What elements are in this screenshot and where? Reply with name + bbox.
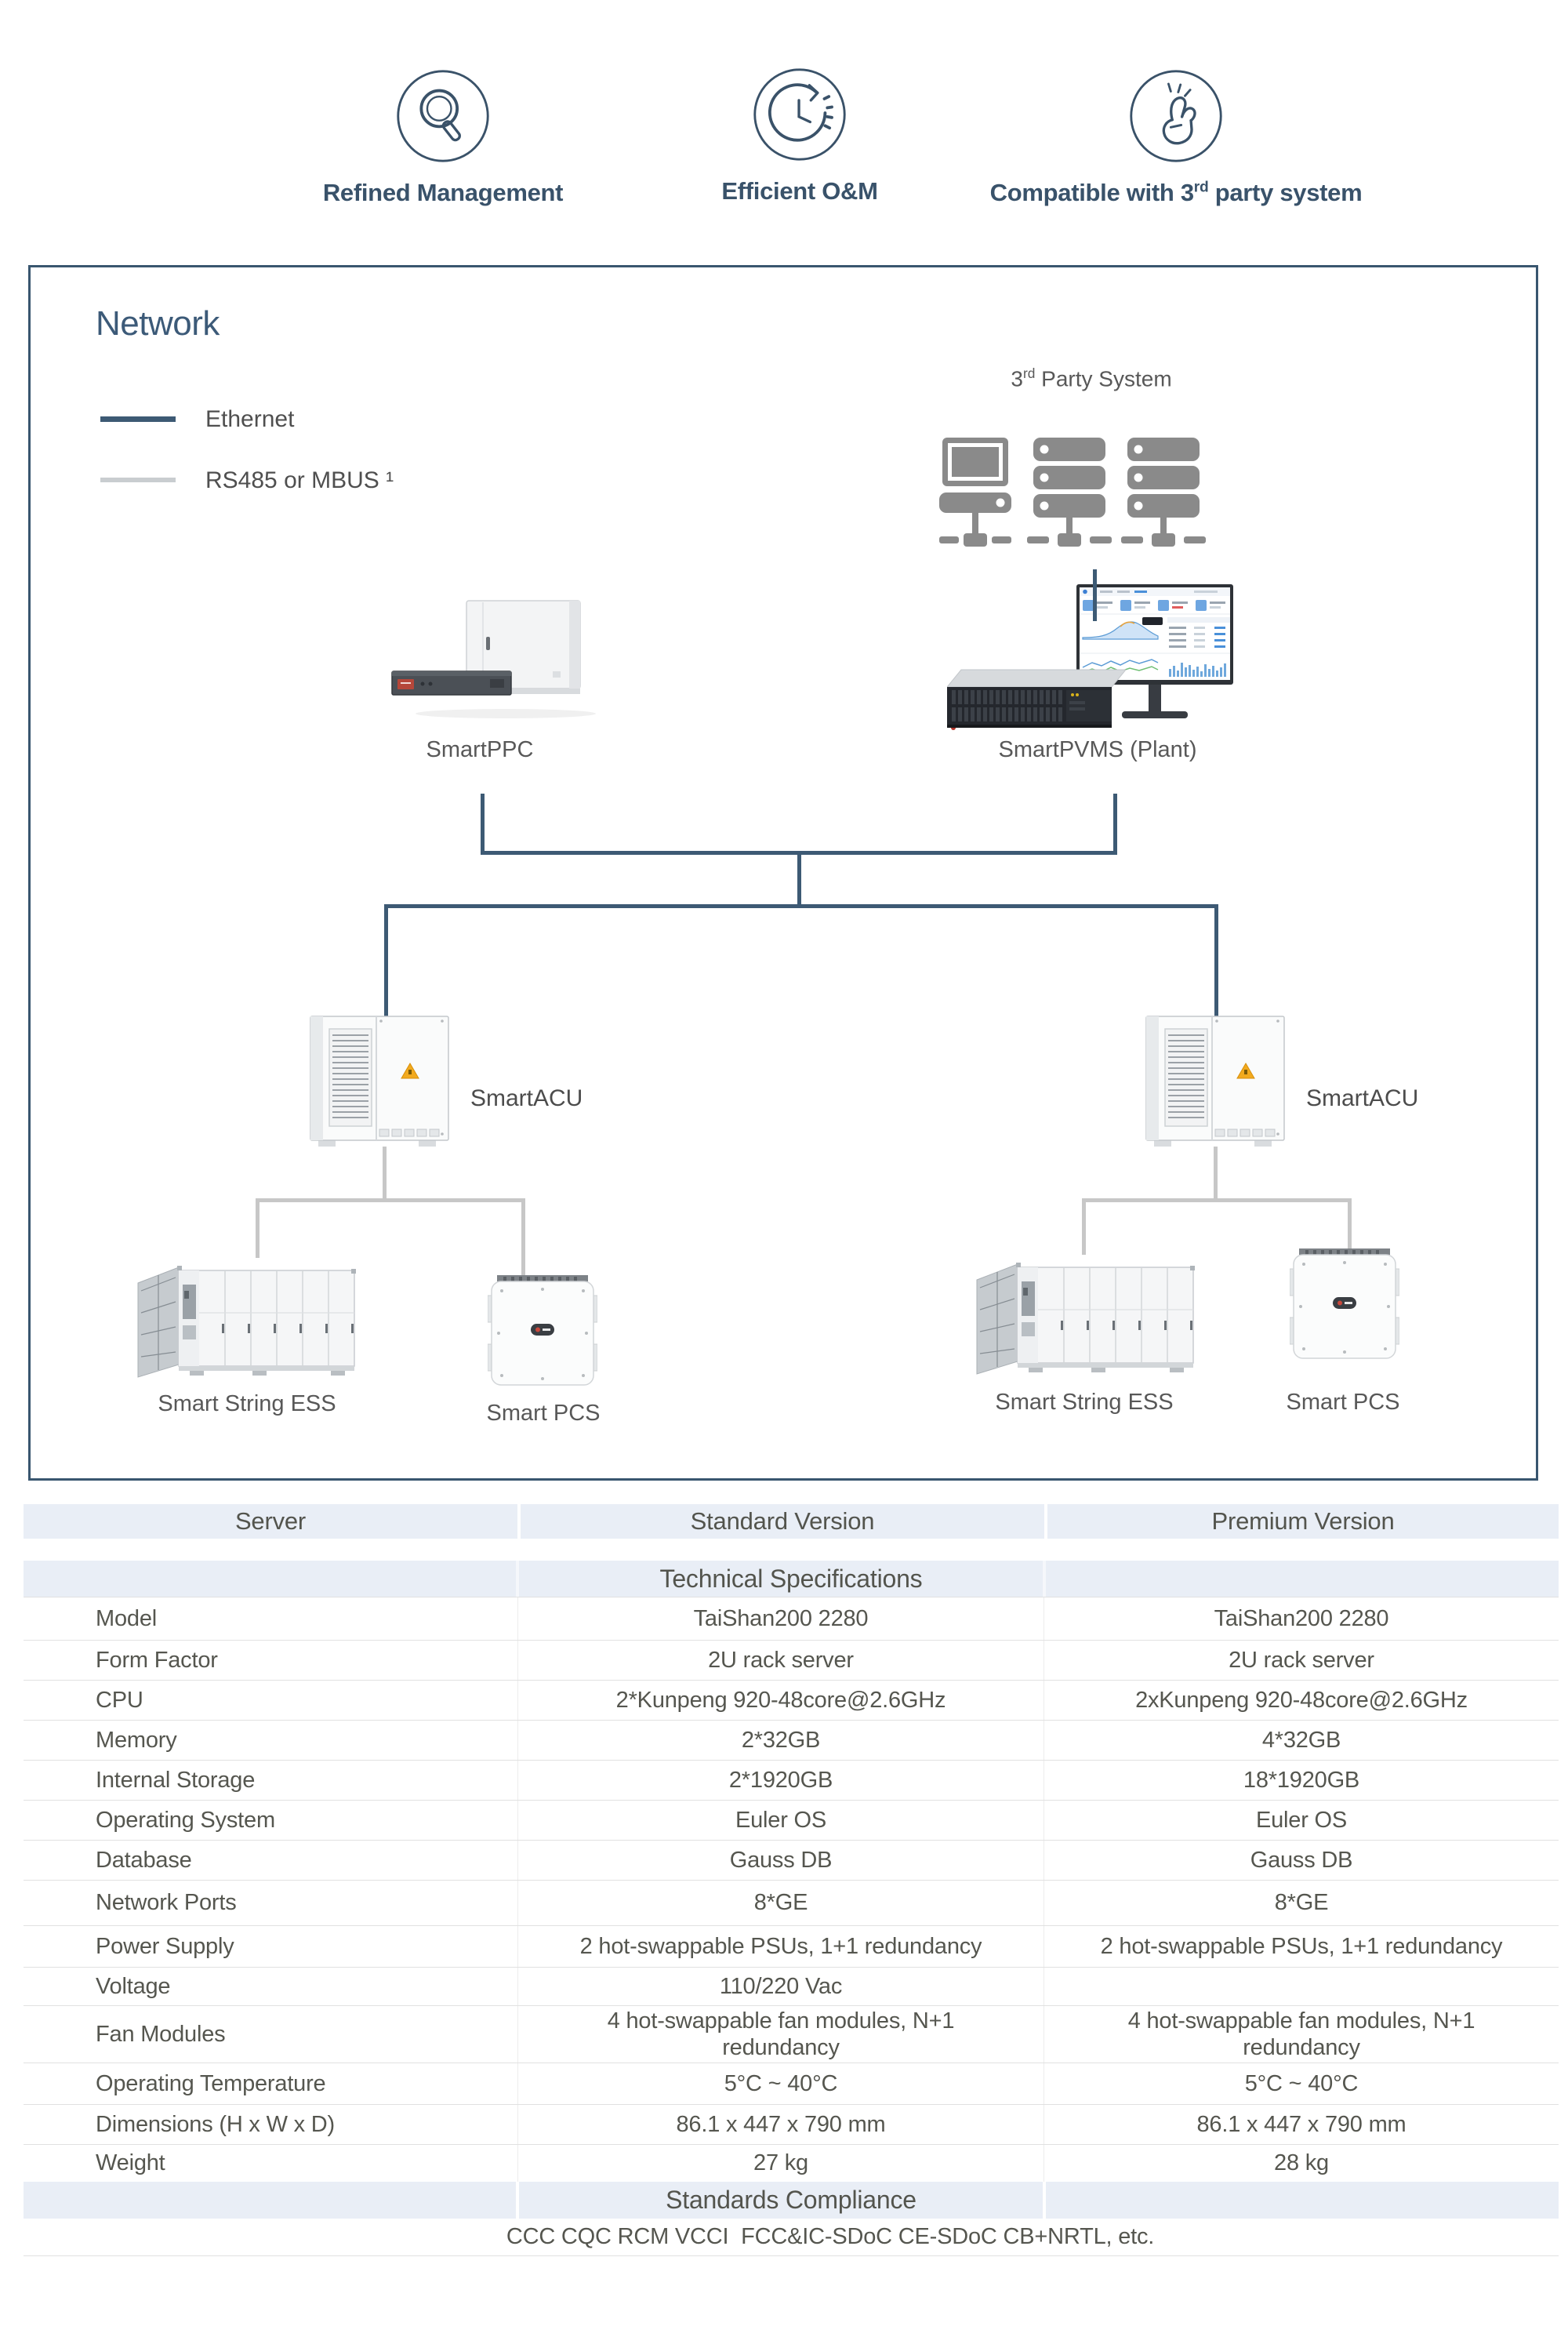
ess-right-label: Smart String ESS — [995, 1390, 1174, 1415]
smartacu-right-label: SmartACU — [1306, 1085, 1419, 1111]
section-title: Technical Specifications — [659, 1564, 923, 1593]
wire-right-ess-drop — [1082, 1200, 1086, 1255]
table-row-form-factor — [24, 1640, 1559, 1680]
col-header-standard-version: Standard Version — [517, 1504, 1044, 1539]
table-gap — [24, 1539, 1559, 1561]
table-row-memory — [24, 1720, 1559, 1760]
standards-compliance-text: CCC CQC RCM VCCI FCC&IC-SDoC CE-SDoC CB+NRTL, etc. — [24, 2219, 1559, 2256]
row-standard-value: 27 kg — [517, 2145, 1044, 2182]
server-spec-table — [24, 1504, 1559, 2256]
row-premium-value: 4*32GB — [1261, 1727, 1341, 1753]
ess-left-label: Smart String ESS — [158, 1391, 336, 1416]
row-standard-value: 2 hot-swappable PSUs, 1+1 redundancy — [517, 1926, 1044, 1967]
smartacu-right-illustration — [1145, 1015, 1286, 1148]
table-row-operating-temperature — [24, 2063, 1559, 2104]
row-standard-value: 5°C ~ 40°C — [517, 2063, 1044, 2104]
table-row-database — [24, 1840, 1559, 1880]
table-row-model — [24, 1597, 1559, 1640]
table-row-cpu — [24, 1680, 1559, 1720]
col-header-server: Server — [234, 1507, 307, 1535]
third-party-system-icon — [939, 430, 1210, 571]
row-premium-value: 4 hot-swappable fan modules, N+1 redundancy — [1127, 2008, 1475, 2060]
row-label: Dimensions (H x W x D) — [96, 2111, 335, 2137]
row-premium-value: 28 kg — [1274, 2150, 1329, 2175]
wire-left-ess-drop — [256, 1200, 260, 1258]
om-clock-icon — [751, 66, 848, 163]
row-label: Voltage — [96, 1973, 171, 1999]
row-label: CPU — [96, 1687, 143, 1713]
table-row-power-supply — [24, 1925, 1559, 1967]
feature-label: Compatible with 3rd party system — [989, 179, 1363, 206]
ess-right-illustration — [974, 1253, 1197, 1375]
divider — [516, 1561, 519, 1597]
wire-right-rs485-bus — [1082, 1198, 1352, 1202]
section-technical-specifications — [24, 1561, 1559, 1597]
table-row-fan-modules — [24, 2005, 1559, 2063]
smartacu-left-illustration — [309, 1015, 450, 1148]
row-standard-value: 110/220 Vac — [517, 1968, 1044, 2005]
row-label: Model — [96, 1605, 157, 1631]
wire-acu-left-rs485 — [383, 1147, 387, 1201]
row-label: Network Ports — [96, 1890, 237, 1915]
row-label: Power Supply — [96, 1933, 234, 1959]
legend-rs485-swatch — [100, 478, 176, 482]
row-standard-value: 2*Kunpeng 920-48core@2.6GHz — [517, 1681, 1044, 1720]
pcs-left-illustration — [488, 1275, 597, 1391]
wire-acu-right-drop — [1214, 908, 1218, 1017]
row-label: Internal Storage — [96, 1767, 256, 1793]
feature-label: Efficient O&M — [721, 177, 878, 205]
table-row-operating-system — [24, 1800, 1559, 1840]
divider — [1043, 1561, 1046, 1597]
table-row-dimensions — [24, 2104, 1559, 2144]
section-title: Standards Compliance — [666, 2186, 916, 2214]
wire-right-pcs-drop — [1348, 1200, 1352, 1248]
legend-rs485-label: RS485 or MBUS ¹ — [205, 467, 394, 493]
row-standard-value: TaiShan200 2280 — [517, 1597, 1044, 1640]
row-standard-value: 2*1920GB — [517, 1761, 1044, 1800]
wire-mid-drop — [797, 855, 801, 907]
wire-pvms-down — [1113, 794, 1117, 854]
row-premium-value: 2U rack server — [1229, 1647, 1374, 1673]
wire-thirdparty-to-pvms — [1093, 569, 1097, 621]
table-row-weight — [24, 2144, 1559, 2182]
row-standard-value: Euler OS — [517, 1801, 1044, 1840]
col-header-premium-version: Premium Version — [1044, 1504, 1559, 1539]
row-label: Form Factor — [96, 1647, 218, 1673]
row-label: Database — [96, 1847, 192, 1873]
table-header-row — [24, 1504, 1559, 1539]
smartacu-left-label: SmartACU — [470, 1085, 583, 1111]
row-premium-value: TaiShan200 2280 — [1214, 1605, 1389, 1631]
row-standard-value: 2*32GB — [517, 1721, 1044, 1760]
section-standards-compliance — [24, 2182, 1559, 2219]
row-premium-value: 2 hot-swappable PSUs, 1+1 redundancy — [1100, 1933, 1503, 1959]
row-standard-value: 86.1 x 447 x 790 mm — [517, 2105, 1044, 2144]
row-label: Weight — [96, 2150, 165, 2175]
table-row-internal-storage — [24, 1760, 1559, 1800]
row-premium-value — [1044, 1968, 1559, 2005]
pcs-left-label: Smart PCS — [486, 1401, 601, 1426]
wire-acu-bus — [384, 904, 1218, 908]
row-label: Fan Modules — [96, 2021, 226, 2047]
network-title: Network — [96, 304, 220, 343]
row-premium-value: 2xKunpeng 920-48core@2.6GHz — [1135, 1687, 1468, 1713]
magnifier-icon — [394, 67, 492, 165]
row-label: Memory — [96, 1727, 177, 1753]
pcs-right-label: Smart PCS — [1286, 1390, 1400, 1415]
wire-acu-right-rs485 — [1214, 1147, 1218, 1201]
row-premium-value: 8*GE — [1274, 1890, 1329, 1915]
row-premium-value: 5°C ~ 40°C — [1244, 2070, 1359, 2096]
smartppc-illustration — [388, 596, 596, 721]
smartppc-label: SmartPPC — [426, 737, 534, 762]
wire-acu-left-drop — [384, 908, 388, 1017]
row-standard-value: 4 hot-swappable fan modules, N+1 redundancy — [517, 2006, 1044, 2063]
wire-left-rs485-bus — [256, 1198, 525, 1202]
table-row-voltage — [24, 1967, 1559, 2005]
row-premium-value: 18*1920GB — [1243, 1767, 1360, 1793]
divider — [516, 2182, 519, 2219]
row-label: Operating Temperature — [96, 2070, 326, 2096]
wire-ppc-down — [481, 794, 485, 854]
row-premium-value: Euler OS — [1255, 1807, 1348, 1833]
row-standard-value: 8*GE — [517, 1881, 1044, 1925]
finger-snap-icon — [1127, 67, 1225, 165]
legend-ethernet-label: Ethernet — [205, 406, 295, 432]
row-label: Operating System — [96, 1807, 275, 1833]
feature-label: Refined Management — [322, 179, 564, 206]
third-party-system-label: 3rd Party System — [1011, 365, 1172, 391]
smartpvms-label: SmartPVMS (Plant) — [998, 737, 1197, 762]
divider — [1043, 2182, 1046, 2219]
legend-ethernet-swatch — [100, 416, 176, 422]
wire-left-pcs-drop — [521, 1200, 525, 1275]
row-premium-value: Gauss DB — [1250, 1847, 1353, 1873]
table-row-network-ports — [24, 1880, 1559, 1925]
smartpvms-server-illustration — [947, 667, 1126, 733]
pcs-right-illustration — [1290, 1248, 1399, 1365]
feature-compatible-3rd-party — [941, 67, 1411, 207]
ess-left-illustration — [135, 1256, 358, 1378]
row-standard-value: Gauss DB — [517, 1841, 1044, 1880]
row-premium-value: 86.1 x 447 x 790 mm — [1196, 2111, 1406, 2137]
row-standard-value: 2U rack server — [517, 1641, 1044, 1680]
